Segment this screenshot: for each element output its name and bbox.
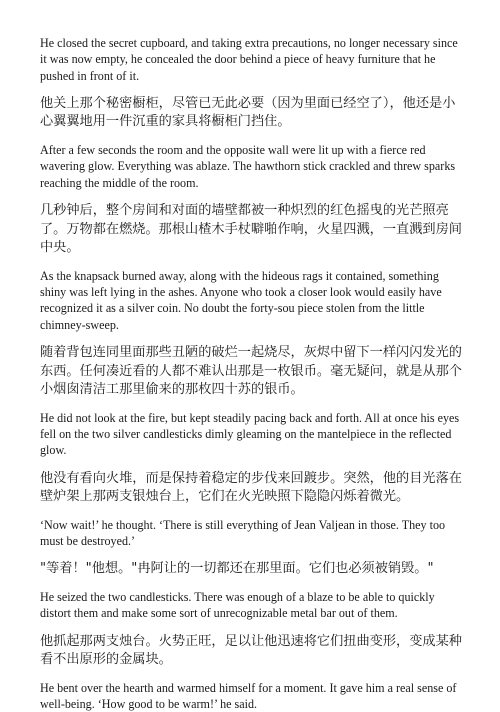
paragraph-zh-5: "等着！"他想。"冉阿让的一切都还在那里面。它们也必须被销毁。" [40, 561, 434, 577]
paragraph-en-4: He did not look at the fire, but kept steadily pacing back and forth. All at once his eyes fell on the two silver candlesticks dimly gleaming on the mantelpiece in the reflected glow. [40, 410, 460, 458]
paragraph-zh-3: 随着背包连同里面那些丑陋的破烂一起烧尽，灰烬中留下一样闪闪发光的东西。任何凑近看的人都不难认出那是一枚银币。毫无疑问，就是从那个小烟囱清洁工那里偷来的那枚四十苏的银币。 [40, 344, 462, 398]
paragraph-en-3: As the knapsack burned away, along with the hideous rags it contained, something shiny was left lying in the ashes. Anyone who took a closer look would easily have recognized it as a silver coin. No doubt the forty-sou piece stolen from the little chimney-sweep. [40, 268, 442, 332]
paragraph-en-2: After a few seconds the room and the opposite wall were lit up with a fierce red wavering glow. Everything was ablaze. The hawthorn stick crackled and threw sparks reaching the middle of the room. [40, 143, 456, 190]
paragraph-en-1: He closed the secret cupboard, and taking extra precautions, no longer necessary since it was now empty, he concealed the door behind a piece of heavy furniture that he pushed in front of it. [40, 36, 458, 83]
paragraph-zh-4: 他没有看向火堆，而是保持着稳定的步伐来回踱步。突然，他的目光落在壁炉架上那两支银烛台上，它们在火光映照下隐隐闪烁着微光。 [40, 470, 462, 505]
paragraph-zh-1: 他关上那个秘密橱柜，尽管已无此必要（因为里面已经空了），他还是小心翼翼地用一件沉重的家具将橱柜门挡住。 [40, 95, 456, 130]
paragraph-en-5: ‘Now wait!’ he thought. ‘There is still everything of Jean Valjean in those. They too must be destroyed.’ [40, 517, 446, 549]
paragraph-en-6: He seized the two candlesticks. There was enough of a blaze to be able to quickly distort them and make some sort of unrecognizable metal bar out of them. [40, 589, 435, 621]
paragraph-en-7: He bent over the hearth and warmed himself for a moment. It gave him a real sense of well-being. ‘How good to be warm!’ he said. [40, 680, 457, 712]
paragraph-zh-6: 他抓起那两支烛台。火势正旺，足以让他迅速将它们扭曲变形，变成某种看不出原形的金属块。 [40, 633, 462, 668]
paragraph-zh-2: 几秒钟后，整个房间和对面的墙壁都被一种炽烈的红色摇曳的光芒照亮了。万物都在燃烧。那根山楂木手杖噼啪作响，火星四溅，一直溅到房间中央。 [40, 202, 462, 256]
